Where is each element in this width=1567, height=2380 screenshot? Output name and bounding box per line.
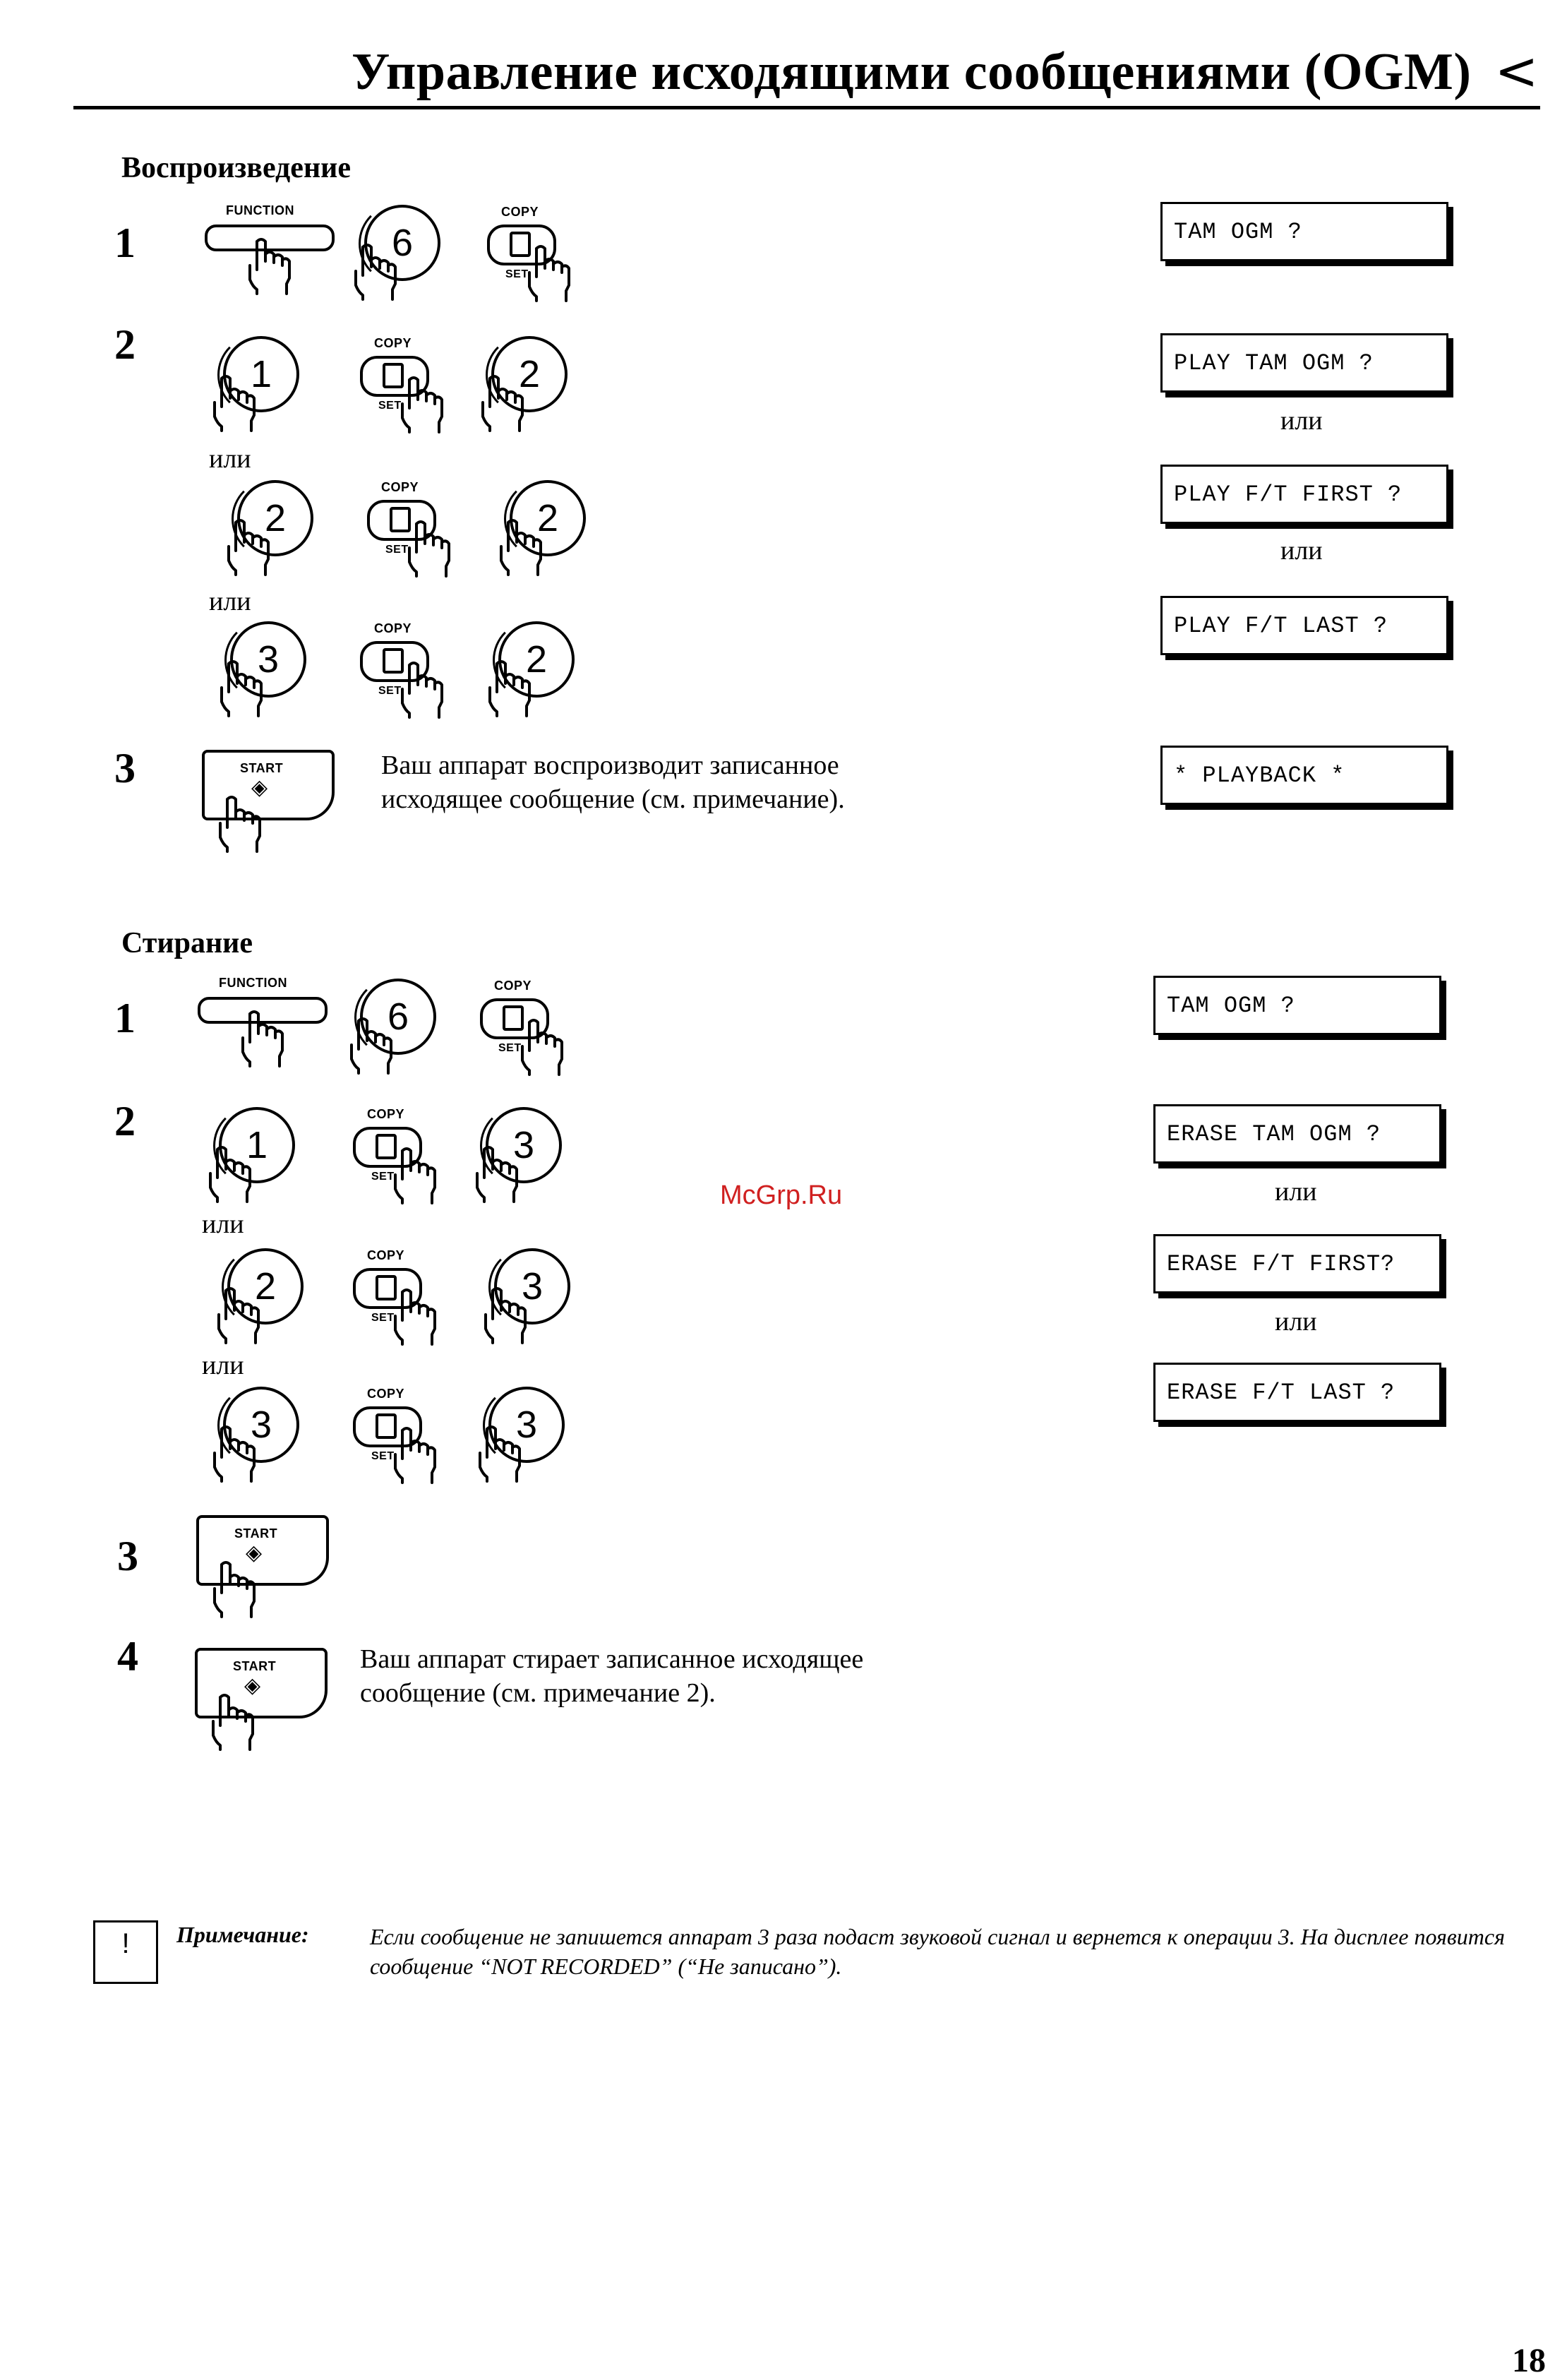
digit-key-2[interactable] bbox=[480, 336, 579, 442]
hand-icon bbox=[210, 1693, 260, 1757]
hand-icon bbox=[226, 518, 275, 582]
digit-key-1[interactable] bbox=[208, 1107, 306, 1213]
or-label: или bbox=[209, 587, 251, 616]
digit-key-3[interactable] bbox=[477, 1387, 576, 1493]
or-label: или bbox=[202, 1209, 244, 1239]
start-key[interactable] bbox=[202, 750, 343, 863]
hand-icon bbox=[353, 243, 402, 306]
copy-set-key[interactable] bbox=[353, 621, 459, 727]
hand-icon bbox=[400, 376, 449, 439]
or-label: или bbox=[1280, 406, 1323, 436]
copy-label: COPY bbox=[367, 1248, 405, 1262]
start-icon: ◈ bbox=[251, 775, 268, 800]
hand-icon bbox=[240, 1010, 289, 1073]
start-label: START bbox=[233, 1659, 277, 1673]
playback-step3-text: Ваш аппарат воспроизводит записанное исходящее сообщение (см. примечание). bbox=[381, 751, 845, 814]
start-icon: ◈ bbox=[244, 1673, 261, 1698]
digit-key-3[interactable] bbox=[219, 621, 318, 727]
note-icon: ! bbox=[93, 1920, 158, 1984]
lcd-display: PLAY F/T FIRST ? bbox=[1160, 465, 1448, 524]
function-key[interactable] bbox=[198, 976, 332, 1075]
hand-icon bbox=[487, 659, 536, 723]
set-label: SET bbox=[498, 1042, 522, 1054]
set-label: SET bbox=[378, 685, 402, 697]
digit-key-2[interactable] bbox=[487, 621, 586, 727]
digit-label: 2 bbox=[510, 480, 586, 556]
lcd-display: ERASE F/T FIRST? bbox=[1153, 1234, 1441, 1293]
lcd-display: * PLAYBACK * bbox=[1160, 746, 1448, 805]
copy-set-key[interactable] bbox=[353, 336, 459, 442]
function-label: FUNCTION bbox=[219, 976, 287, 990]
erase-step-3: 3 bbox=[117, 1533, 138, 1579]
playback-step-1: 1 bbox=[114, 220, 136, 266]
copy-label: COPY bbox=[501, 205, 539, 219]
copy-set-key[interactable] bbox=[473, 979, 579, 1084]
hand-icon bbox=[247, 237, 296, 301]
hand-icon bbox=[212, 1560, 261, 1624]
or-label: или bbox=[1275, 1177, 1317, 1207]
copy-set-key[interactable] bbox=[346, 1107, 452, 1213]
hand-icon bbox=[477, 1425, 527, 1488]
digit-label: 3 bbox=[486, 1107, 562, 1183]
or-label: или bbox=[1275, 1307, 1317, 1336]
hand-icon bbox=[483, 1286, 532, 1350]
function-key[interactable] bbox=[205, 203, 339, 302]
digit-label: 2 bbox=[491, 336, 568, 412]
start-key[interactable] bbox=[196, 1515, 337, 1628]
hand-icon bbox=[217, 795, 267, 859]
start-key[interactable] bbox=[195, 1648, 336, 1761]
copy-label: COPY bbox=[381, 480, 419, 494]
or-label: или bbox=[202, 1351, 244, 1380]
set-label: SET bbox=[378, 400, 402, 412]
page-title bbox=[352, 41, 1539, 102]
digit-key-6[interactable] bbox=[353, 205, 452, 311]
hand-icon bbox=[219, 659, 268, 723]
set-label: SET bbox=[371, 1450, 395, 1462]
note-text: Если сообщение не запишется аппарат 3 раза подаст звуковой сигнал и вернется к операции 3. На дисплее появится сообщение “NOT RECORDED” (“Не записано”). bbox=[370, 1924, 1505, 1979]
lcd-display: TAM OGM ? bbox=[1153, 976, 1441, 1035]
hand-icon bbox=[212, 374, 261, 438]
digit-label: 6 bbox=[364, 205, 440, 281]
erase-step-2: 2 bbox=[114, 1098, 136, 1144]
digit-label: 2 bbox=[227, 1248, 304, 1324]
set-label: SET bbox=[505, 268, 529, 280]
digit-key-6[interactable] bbox=[349, 979, 448, 1084]
digit-label: 3 bbox=[494, 1248, 570, 1324]
set-label: SET bbox=[385, 544, 409, 556]
digit-label: 1 bbox=[219, 1107, 295, 1183]
title-mark: < bbox=[1494, 41, 1539, 102]
playback-step-2: 2 bbox=[114, 321, 136, 368]
lcd-display: ERASE F/T LAST ? bbox=[1153, 1363, 1441, 1422]
copy-set-key[interactable] bbox=[346, 1387, 452, 1493]
digit-label: 3 bbox=[223, 1387, 299, 1463]
hand-icon bbox=[407, 520, 456, 583]
digit-key-3[interactable] bbox=[212, 1387, 311, 1493]
digit-key-1[interactable] bbox=[212, 336, 311, 442]
page-number: 18 bbox=[1512, 2342, 1546, 2379]
digit-label: 6 bbox=[360, 979, 436, 1055]
copy-label: COPY bbox=[374, 336, 412, 350]
hand-icon bbox=[392, 1288, 442, 1351]
hand-icon bbox=[527, 244, 576, 308]
copy-label: COPY bbox=[374, 621, 412, 635]
lcd-display: PLAY TAM OGM ? bbox=[1160, 333, 1448, 393]
copy-set-key[interactable] bbox=[480, 205, 586, 311]
digit-key-2[interactable] bbox=[226, 480, 325, 586]
hand-icon bbox=[392, 1147, 442, 1210]
hand-icon bbox=[349, 1017, 398, 1080]
or-label: или bbox=[1280, 536, 1323, 566]
erase-heading: Стирание bbox=[121, 927, 253, 959]
watermark: McGrp.Ru bbox=[720, 1180, 843, 1210]
hand-icon bbox=[400, 661, 449, 724]
copy-label: COPY bbox=[367, 1387, 405, 1401]
digit-label: 2 bbox=[498, 621, 575, 698]
note-label: Примечание: bbox=[176, 1922, 309, 1947]
copy-set-key[interactable] bbox=[346, 1248, 452, 1354]
digit-label: 3 bbox=[230, 621, 306, 698]
hand-icon bbox=[474, 1145, 524, 1209]
hand-icon bbox=[212, 1425, 261, 1488]
digit-key-2[interactable] bbox=[498, 480, 597, 586]
set-label: SET bbox=[371, 1312, 395, 1324]
lcd-display: ERASE TAM OGM ? bbox=[1153, 1104, 1441, 1164]
digit-label: 3 bbox=[488, 1387, 565, 1463]
erase-step-4: 4 bbox=[117, 1633, 138, 1680]
erase-step-1: 1 bbox=[114, 995, 136, 1041]
hand-icon bbox=[216, 1286, 265, 1350]
function-label: FUNCTION bbox=[226, 203, 294, 217]
digit-key-3[interactable] bbox=[483, 1248, 582, 1354]
copy-set-key[interactable] bbox=[360, 480, 466, 586]
digit-key-3[interactable] bbox=[474, 1107, 573, 1213]
erase-step4-text: Ваш аппарат стирает записанное исходящее сообщение (см. примечание 2). bbox=[360, 1644, 864, 1708]
lcd-display: PLAY F/T LAST ? bbox=[1160, 596, 1448, 655]
hand-icon bbox=[208, 1145, 257, 1209]
start-label: START bbox=[234, 1526, 278, 1541]
start-label: START bbox=[240, 761, 284, 775]
playback-step-3: 3 bbox=[114, 745, 136, 791]
playback-heading: Воспроизведение bbox=[121, 152, 351, 184]
or-label: или bbox=[209, 444, 251, 474]
digit-key-2[interactable] bbox=[216, 1248, 315, 1354]
copy-label: COPY bbox=[367, 1107, 405, 1121]
digit-label: 2 bbox=[237, 480, 313, 556]
header-rule bbox=[73, 106, 1540, 109]
hand-icon bbox=[498, 518, 548, 582]
digit-label: 1 bbox=[223, 336, 299, 412]
page-title-text: Управление исходящими сообщениями (OGM) bbox=[352, 43, 1472, 101]
start-icon: ◈ bbox=[246, 1541, 263, 1565]
copy-label: COPY bbox=[494, 979, 532, 993]
set-label: SET bbox=[371, 1171, 395, 1183]
hand-icon bbox=[520, 1018, 569, 1082]
hand-icon bbox=[392, 1426, 442, 1490]
lcd-display: TAM OGM ? bbox=[1160, 202, 1448, 261]
hand-icon bbox=[480, 374, 529, 438]
